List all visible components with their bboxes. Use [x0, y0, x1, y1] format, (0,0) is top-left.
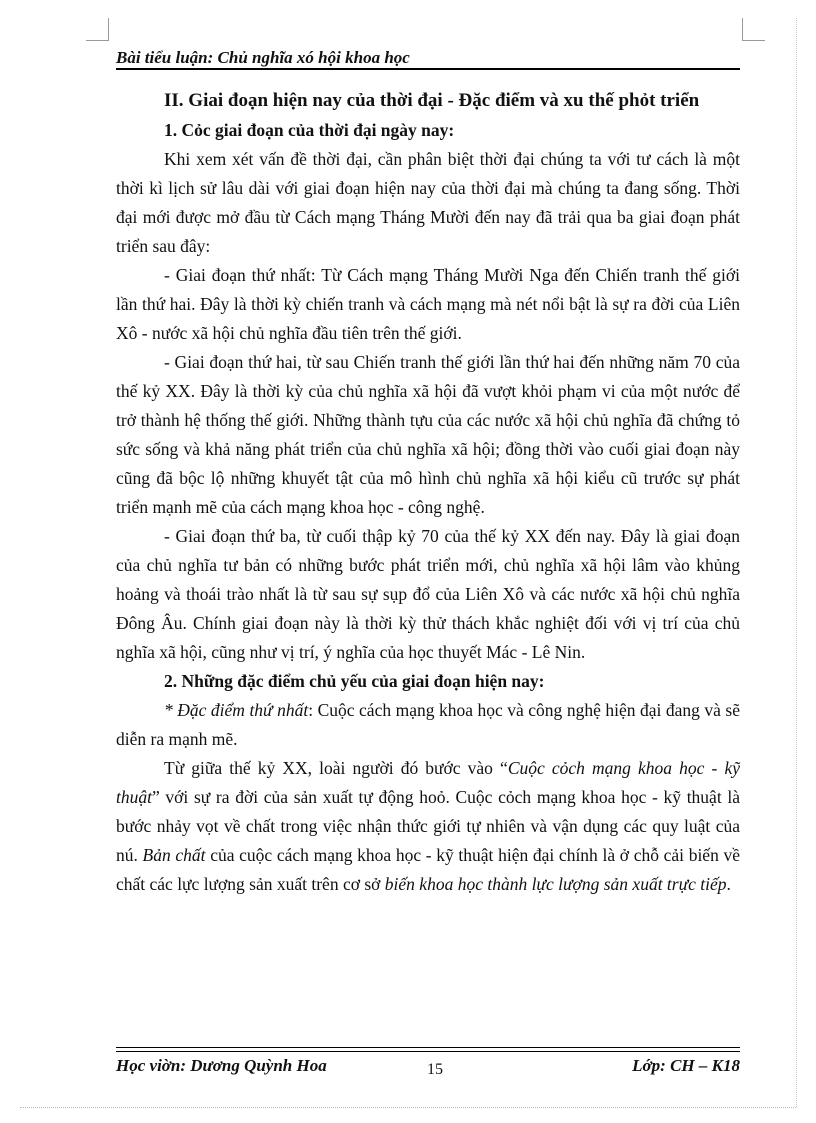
paragraph: - Giai đoạn thứ nhất: Từ Cách mạng Tháng Mười Nga đến Chiến tranh thế giới lần thứ hai. Đây là thời kỳ chiến tranh và cách mạng mà nét nổi bật là sự ra đời của Liên Xô - nước xã hội chủ nghĩa đầu tiên trên thế giới. [116, 265, 740, 343]
text-run: . [726, 874, 731, 894]
italic-run: Cuộc cỏch mạng khoa học - kỹ thuật [116, 758, 741, 807]
page-body [116, 86, 740, 899]
italic-run: Bản chất [142, 845, 206, 865]
paragraph: Khi xem xét vấn đề thời đại, cần phân biệt thời đại chúng ta với tư cách là một thời kì lịch sử lâu dài với giai đoạn hiện nay của thời đại mà chúng ta đang sống. Thời đại mới được mở đầu từ Cách mạng Tháng Mười đến nay đã trải qua ba giai đoạn phát triển sau đây: [116, 149, 740, 256]
paragraph: - Giai đoạn thứ ba, từ cuối thập kỷ 70 của thế kỷ XX đến nay. Đây là giai đoạn của chủ nghĩa tư bản có những bước phát triển mới, chủ nghĩa xã hội lâm vào khủng hoảng và thoái trào nhất là từ sau sự sụp đổ của Liên Xô và các nước xã hội chủ nghĩa Đông Âu. Chính giai đoạn này là thời kỳ thử thách khắc nghiệt đối với vị trí của chủ nghĩa xã hội, cũng như vị trí, ý nghĩa của học thuyết Mác - Lê Nin. [116, 526, 740, 662]
page-edge-right [796, 18, 797, 1107]
corner-mark-top-right [742, 18, 765, 41]
section-heading: II. Giai đoạn hiện nay của thời đại - Đặc điểm và xu thế phỏt triển [164, 90, 700, 111]
footer-class: Lớp: CH – K18 [632, 1056, 740, 1075]
part2-heading: 2. Những đặc điểm chủ yếu của giai đoạn hiện nay: [164, 671, 545, 691]
footer-rule-bottom [116, 1051, 740, 1052]
footer-author: Học viờn: Dương Quỳnh Hoa [116, 1056, 327, 1075]
italic-run: biến khoa học thành lực lượng sản xuất trực tiếp [384, 874, 727, 894]
feature-paragraph [116, 696, 740, 754]
header-rule [116, 68, 740, 70]
page-number: 15 [427, 1061, 443, 1078]
feature-lead: * Đặc điểm thứ nhất [164, 700, 309, 720]
text-run: của cuộc cách mạng khoa học - kỹ thuật hiện đại chính là ở chỗ cải biến về chất các lực lượng sản xuất trên cơ sở [116, 845, 741, 894]
revolution-paragraph [116, 754, 740, 899]
paragraph: - Giai đoạn thứ hai, từ sau Chiến tranh thế giới lần thứ hai đến những năm 70 của thế kỷ XX. Đây là thời kỳ của chủ nghĩa xã hội đã vượt khỏi phạm vi của một nước để trở thành hệ thống thế giới. Những thành tựu của các nước xã hội chủ nghĩa đã chứng tỏ sức sống và khả năng phát triển của chủ nghĩa xã hội; đồng thời vào cuối giai đoạn này cũng đã bộc lộ những khuyết tật của mô hình chủ nghĩa xã hội kiểu cũ trước sự phát triển mạnh mẽ của cách mạng khoa học - công nghệ. [116, 352, 740, 517]
text-run: ” với sự ra đời của sản xuất tự động hoỏ. Cuộc cỏch mạng khoa học - kỹ thuật là bước nhảy vọt về chất trong việc nhận thức giới tự nhiên và vận dụng các quy luật của nú. [116, 787, 740, 865]
text-run: Từ giữa thế kỷ XX, loài người đó bước vào “ [164, 758, 508, 778]
page-edge-bottom [20, 1107, 796, 1108]
header-title: Bài tiểu luận: Chủ nghĩa xó hội khoa học [116, 48, 410, 67]
corner-mark-top-left [86, 18, 109, 41]
footer-rule-top [116, 1047, 740, 1048]
part1-heading: 1. Cỏc giai đoạn của thời đại ngày nay: [164, 120, 455, 140]
feature-text: : Cuộc cách mạng khoa học và công nghệ hiện đại đang và sẽ diễn ra mạnh mẽ. [116, 700, 740, 749]
